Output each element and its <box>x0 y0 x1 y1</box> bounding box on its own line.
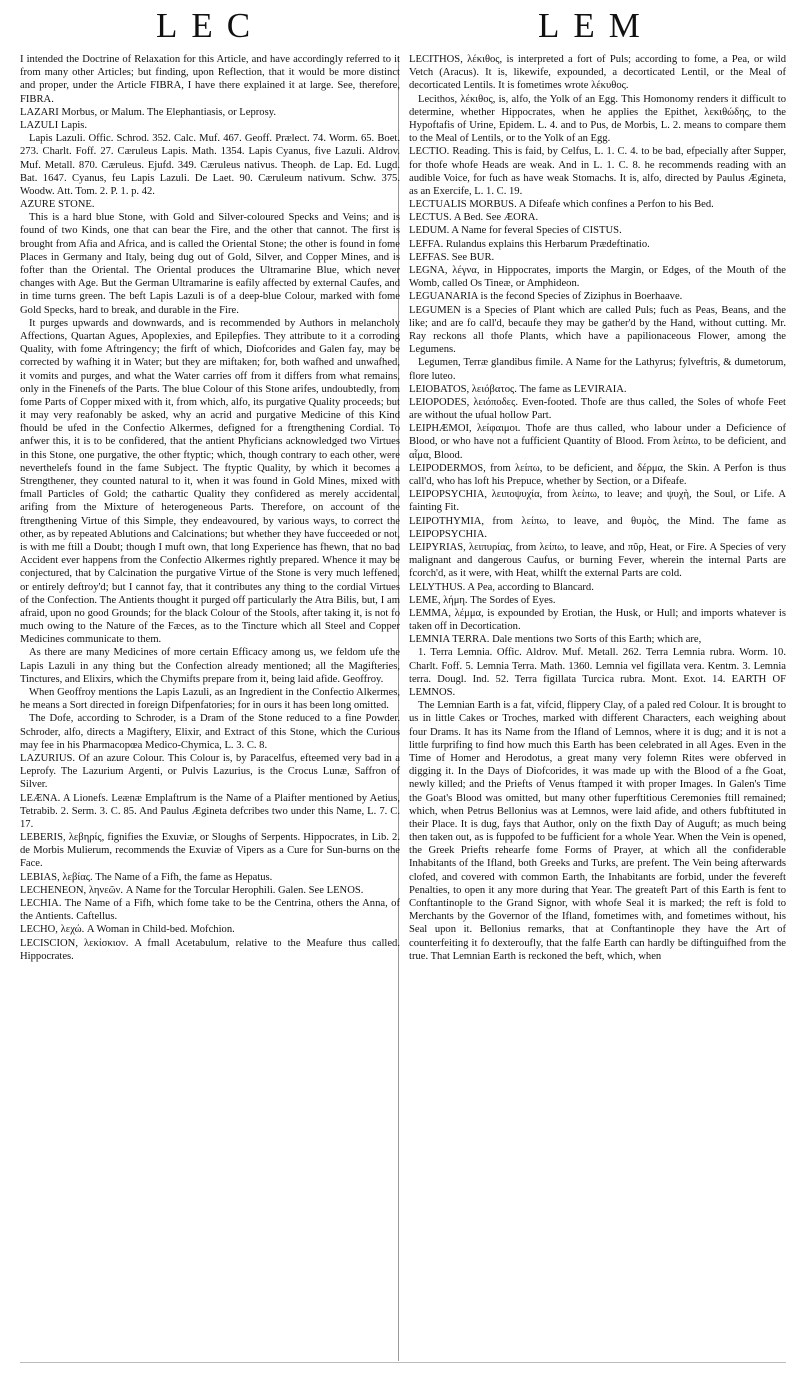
running-head-right: LEM <box>538 6 654 45</box>
paragraph: When Geoffroy mentions the Lapis Lazuli, as an Ingredient in the Confectio Alkermes, he means a Sort directed in foreign Difpenfatories; for in ours it has been long omitted. <box>20 687 400 712</box>
entry: LEGUANARIA is the fecond Species of Ziziphus in Boerhaave. <box>409 291 683 303</box>
paragraph: It purges upwards and downwards, and is recommended by Authors in melancholy Affections, Quartan Agues, Apoplexies, and Epilepfies. They attribute to it a corroding Quality, with fome Aftringency; the firft of which, Diofcorides and Galen fay, may be corrected by wafhing it in Water; but they are miftaken; for, both wafhed and unwafhed, it vomits and purges, and what the Water carries off from it differs from what remains, only in the Finenefs of the Parts. The blue Colour of this Stone arifes, undoubtedly, from fome Parts of Copper mixed with it, from which, alfo, its purgative Quality proceeds; but it may very reafonably be asked, why an acrid and purgative Medicine of this Kind fhould be ufed in the Confectio Alkermes, defigned for a ftrengthening Cordial. To anfwer this, it is to be confidered, that the antient Phyficians acknowledged two Virtues in this Stone, one purgative, the other ftyptic; which, though contrary to each other, were neverthelefs found in the fame Subject. The ftyptic Quality, by which it becomes a Strengthener, they counted natural to it, when it was found in Gold Mines, mixed with fmall Particles of Gold; the cathartic Quality they confidered as merely accidental, arifing from the Mixture of heterogeneous Parts. Therefore, on account of the ftrengthening Virtue of this Simple, they endeavoured, by various ways, to correct the other, as by repeated Ablutions and Calcinations; but whether they have fucceeded or not, is with me ftill a Doubt; though I muft own, that long Experience has fhewn, that no bad Accident ever happens from the Confectio Alkermes rightly prepared. Whence it may be conjectured, that by Calcination the purgative Virtue of the Stone is very much leffened, or entirely deftroy'd; but I cannot fay, that it contributes any thing to the cordial Virtues of the Confection. The Antients thought it purged off particularly the Atra Bilis, but, I am afraid, upon no good Grounds; for the black Colour of the Stools, after taking it, is not fo much owing to the Nature of the Fæces, as to the Tincture which all Steel and Copper Medicines communicate to them. <box>20 317 400 646</box>
page-bottom-rule <box>20 1362 786 1363</box>
paragraph: The Dofe, according to Schroder, is a Dram of the Stone reduced to a fine Powder. Schroder, alfo, directs a Magiftery, Elixir, and Extract of this Stone, which the Curious may fee in his Pharmacopœa Medico-Chymica, L. 3. C. 8. <box>20 713 400 751</box>
entry: LECHENEON, ληνεῶν. A Name for the Torcular Herophili. Galen. See LENOS. <box>20 884 364 896</box>
entry: LECHO, λεχώ. A Woman in Child-bed. Mofchion. <box>20 924 235 936</box>
entry: LEÆNA. A Lionefs. Leænæ Emplaftrum is the Name of a Plaifter mentioned by Aetius, Tetrabib. 2. Serm. 3. C. 85. And Paulus Ægineta defcribes two under this Name, L. 7. C. 17. <box>20 792 400 830</box>
entry: LEIPYRIAS, λειπυρίας, from λείπω, to leave, and πῦρ, Heat, or Fire. A Species of very malignant and dangerous Caufus, or burning Fever, wherein the internal Parts are fcorch'd, as it were, with Heat, whilft the external Parts are cold. <box>409 541 786 580</box>
entry: LEIOPODES, λειόποδες. Even-footed. Thofe are thus called, the Soles of whofe Feet are without the ufual hollow Part. <box>409 396 786 422</box>
entry: LEIPODERMOS, from λείπω, to be deficient, and δέρμα, the Skin. A Perfon is thus call'd, who has loft his Prepuce, whether by Section, or a Difeafe. <box>409 462 786 487</box>
entry: LAZURIUS. Of an azure Colour. This Colour is, by Paracelfus, efteemed very bad in a Leprofy. The Lazurium Argenti, or Pulvis Lazurius, is the Crocus Lunæ, Saffron of Silver. <box>20 752 400 791</box>
entry: LECTIO. Reading. This is faid, by Celfus, L. 1. C. 4. to be bad, efpecially after Supper, for thofe whofe Heads are weak. And in L. 1. C. 8. he recommends reading with an audible Voice, for fuch as have weak Stomachs. It is, alfo, directed by Paulus Ægineta, as an Exercife, L. 1. C. 19. <box>409 146 786 197</box>
entry: LAZULI Lapis. <box>20 119 88 131</box>
entry: LEGNA, λέγνα, in Hippocrates, imports the Margin, or Edges, of the Mouth of the Womb, called Os Tineæ, or Amphideon. <box>409 265 786 290</box>
entry: LEGUMEN is a Species of Plant which are called Puls; fuch as Peas, Beans, and the like; and are fo call'd, becaufe they may be gather'd by the Hand, without cutting. Mr. Ray reckons all thofe Plants, which have a papilionaceous Flower, among the Legumens. <box>409 304 786 356</box>
entry: LEMNIA TERRA. Dale mentions two Sorts of this Earth; which are, <box>409 634 702 646</box>
paragraph: The Lemnian Earth is a fat, vifcid, flippery Clay, of a paled red Colour. It is brought to us in little Cakes or Troches, marked with different Characters, each weighing about four Drams. It has its Name from the Ifland of Lemnos, where it is dug; and it is not a little furprifing to find how much this Earth has been celebrated in all Ages. Even in the Time of Homer and Herodotus, a great many very folemn Rites were obferved in digging it. In the Days of Diofcorides, it was made up with the Blood of a fhe Goat, newly killed; and the Priefts of Venus ftamped it with proper Images. In Galen's Time the Goat's Blood was omitted, but many other fuperftitious Ceremonies ftill remained; which, when Petrus Bellonius was at Lemnos, were laid afide, and others fubftituted in their Place. It is dug, fays that Author, only on the fixth Day of Auguft; as much being then taken out, as is fuppofed to be fufficient for a whole Year. When the Vein is opened, the Greek Priefts rehearfe fome Forms of Prayer, at which all the confiderable Inhabitants of the Ifland, both Greeks and Turks, are prefent. The Vein being afterwards clofed, and covered with common Earth, the Inhabitants are forbid, under the fevereft Penalties, to open it any more during that Year. The greateft Part of this Earth is fent to Conftantinople to the Grand Signor, with whofe Seal it is marked; the reft is fold to Merchants by the Governor of the Ifland, fometimes with, and fometimes without, his Seal upon it. Bellonius remarks, that at Conftantinople they have the Art of counterfeiting it fo dexteroufly, that the falfe Earth can hardly be diftinguifhed from the true. That Lemnian Earth is reckoned the beft, which, when <box>409 700 786 962</box>
entry: LECISCION, λεκίσκιον. A fmall Acetabulum, relative to the Meafure thus called. Hippocrates. <box>20 937 400 962</box>
running-head-left: LEC <box>156 6 265 45</box>
paragraph: This is a hard blue Stone, with Gold and Silver-coloured Specks and Veins; and is found of two Kinds, one that can bear the Fire, and the other that cannot. The first is brought from Afia and Africa, and is called the Oriental Stone; the other is found in fome Places in Germany and Italy, being dug out of Gold, Silver, and Copper Mines, and is fofter than the Oriental. The Oriental produces the Ultramarine Blue, which never changes with Age. But the German Ultramarine is eafily affected by external Caufes, and in time turns green. The beft Lapis Lazuli is of a deep-blue Colour, marked with fome Gold Specks, hard to break, and durable in the Fire. <box>20 212 400 316</box>
entry: LEIPOTHYMIA, from λείπω, to leave, and θυμὸς, the Mind. The fame as LEIPOPSYCHIA. <box>409 515 786 540</box>
entry: LECTUS. A Bed. See ÆORA. <box>409 212 539 224</box>
left-column <box>20 53 400 963</box>
entry: LEDUM. A Name for feveral Species of CISTUS. <box>409 225 622 237</box>
paragraph: Lecithos, λέκιθος, is, alfo, the Yolk of an Egg. This Homonomy renders it difficult to determine, whether Hippocrates, when he applies the Epithet, λεκιθώδης, to the Hypoftafis of Urine, Epidem. L. 4. and to Pus, de Morbis, L. 2. means to compare them to the Meal of Lentils, or to the Yolk of an Egg. <box>409 93 786 145</box>
entry: LEMMA, λέμμα, is expounded by Erotian, the Husk, or Hull; and imports whatever is taken off in Decortication. <box>409 607 786 633</box>
paragraph: As there are many Medicines of more certain Efficacy among us, we feldom ufe the Lapis Lazuli in any thing but the Confection already mentioned; all the Magifteries, Tinctures, and Elixirs, which the Chymifts prepare from it, being laid afide. Geoffroy. <box>20 647 400 685</box>
entry: LEIPHÆMOI, λείφαιμοι. Thofe are thus called, who labour under a Deficience of Blood, or who have not a fufficient Quantity of Blood. From λείπω, to be deficient, and αἷμα, Blood. <box>409 423 786 461</box>
entry: LEFFAS. See BUR. <box>409 251 495 263</box>
entry: LECITHOS, λέκιθος, is interpreted a fort of Puls; according to fome, a Pea, or wild Vetch (Aracus). It is, likewife, expounded, a decorticated Lentil, or the Meal of decorticated Lentils. It is fometimes wrote λέκυθος. <box>409 54 786 92</box>
entry: LEFFA. Rulandus explains this Herbarum Prædeftinatio. <box>409 238 650 250</box>
paragraph: Legumen, Terræ glandibus fimile. A Name for the Lathyrus; fylveftris, & dumetorum, flore luteo. <box>409 357 786 382</box>
entry: LEBIAS, λεβίας. The Name of a Fifh, the fame as Hepatus. <box>20 871 273 883</box>
right-column <box>409 53 786 963</box>
paragraph: 1. Terra Lemnia. Offic. Aldrov. Muf. Metall. 262. Terra Lemnia rubra. Worm. 10. Charlt. Foff. 5. Lemnia Terra. Math. 1360. Lemnia vel figillata vera. Kentm. 3. Lemnia terra. Dougl. Ind. 52. Terra figillata Turcica rubra. Mont. Exot. 14. EARTH OF LEMNOS. <box>409 647 786 698</box>
entry: LEIPOPSYCHIA, λειποψυχία, from λείπω, to leave; and ψυχὴ, the Soul, or Life. A fainting Fit. <box>409 489 786 514</box>
entry: LECHIA. The Name of a Fifh, which fome take to be the Centrina, others the Anna, of the Antients. Caftellus. <box>20 898 400 923</box>
entry: LECTUALIS MORBUS. A Difeafe which confines a Perfon to his Bed. <box>409 199 714 211</box>
entry: AZURE STONE. <box>20 199 95 211</box>
entry: LEIOBATOS, λειόβατος. The fame as LEVIRAIA. <box>409 383 627 395</box>
paragraph: Lapis Lazuli. Offic. Schrod. 352. Calc. Muf. 467. Geoff. Prælect. 74. Worm. 65. Boet. 273. Charlt. Foff. 27. Cæruleus Lapis. Math. 1354. Lapis Cyanus, five Lazuli. Aldrov. Muf. Metall. 870. Cæruleus. Ejufd. 349. Cæruleus nativus. Theoph. de Lap. Ed. Lugd. Bat. 1647. Cyanus, feu Lapis Lazuli. De Laet. 90. Cæruleum nativum. Schw. 375. Woodw. Att. Tom. 2. P. 1. p. 42. <box>20 133 400 197</box>
entry: LAZARI Morbus, or Malum. The Elephantiasis, or Leprosy. <box>20 106 276 118</box>
entry: LELYTHUS. A Pea, according to Blancard. <box>409 581 594 593</box>
entry: LEME, λήμη. The Sordes of Eyes. <box>409 594 556 606</box>
entry: LEBERIS, λεβηρίς, fignifies the Exuviæ, or Sloughs of Serpents. Hippocrates, in Lib. 2. de Morbis Mulierum, recommends the Exuviæ of Vipers as a Cure for Sun-burns on the Face. <box>20 832 400 870</box>
paragraph: I intended the Doctrine of Relaxation for this Article, and have accordingly referred to it from many other Articles; but finding, upon Reflection, that it would be more distinct and proper, under the Article FIBRA, I have there explained it at large. See, therefore, FIBRA. <box>20 54 400 105</box>
